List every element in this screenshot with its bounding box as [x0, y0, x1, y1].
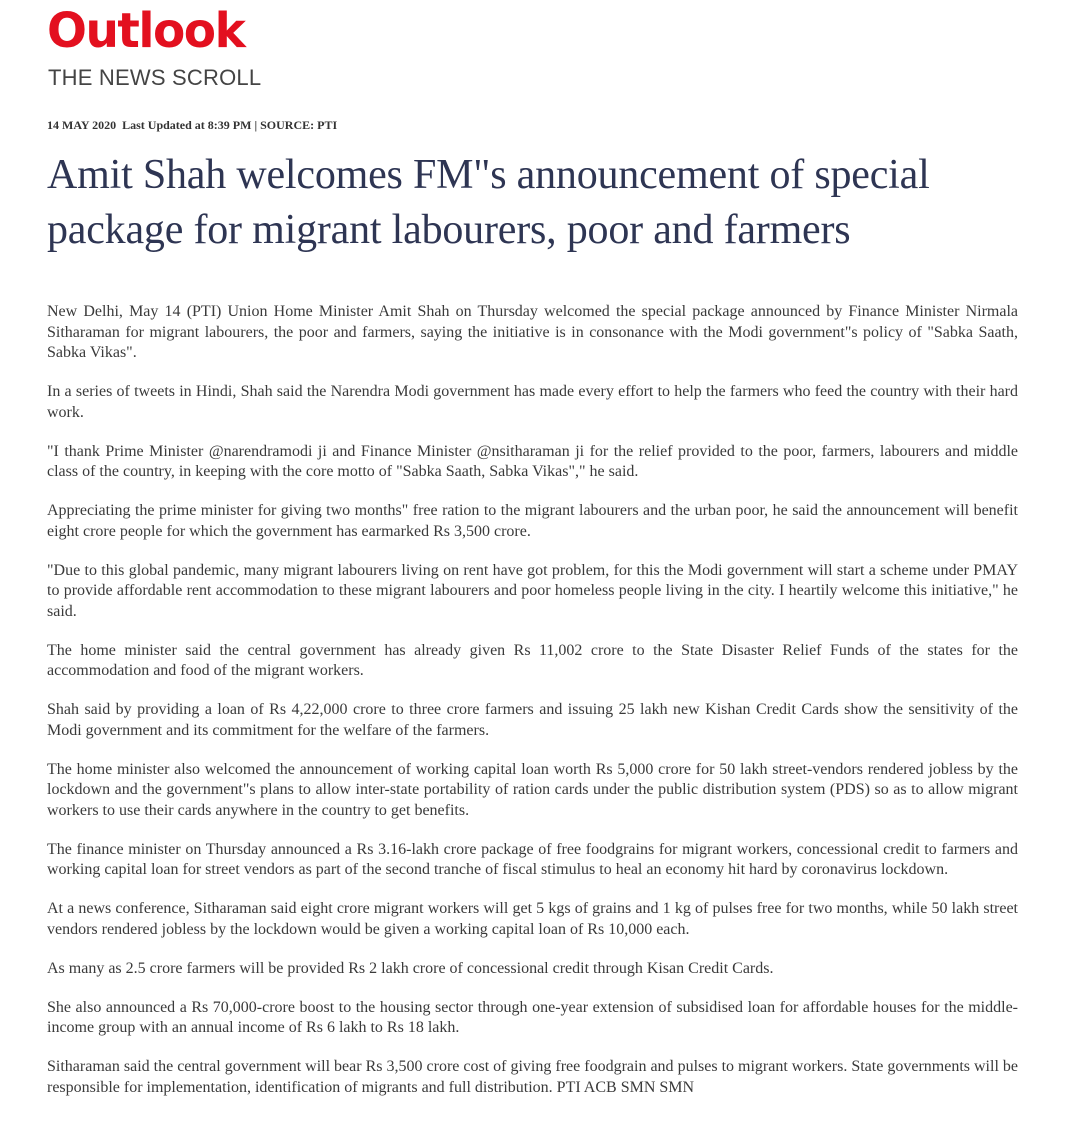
article-paragraph: "Due to this global pandemic, many migrant labourers living on rent have got problem, for this the Modi government will start a scheme under PMAY to provide affordable rent accommodation to these migrant labourers and poor homeless people living in the city. I heartily welcome this initiative," he said.	[47, 561, 1018, 620]
article-paragraph: In a series of tweets in Hindi, Shah said the Narendra Modi government has made every effort to help the farmers who feed the country with their hard work.	[47, 383, 1018, 421]
section-title[interactable]: THE NEWS SCROLL	[48, 65, 262, 90]
meta-separator: |	[254, 118, 258, 132]
article-paragraph: "I thank Prime Minister @narendramodi ji and Finance Minister @nsitharaman ji for the relief provided to the poor, farmers, labourers and middle class of the country, in keeping with the core motto of "Sabka Saath, Sabka Vikas"," he said.	[47, 442, 1018, 480]
publish-date: 14 MAY 2020	[47, 118, 117, 132]
article-paragraph: The finance minister on Thursday announced a Rs 3.16-lakh crore package of free foodgrains for migrant workers, concessional credit to farmers and working capital loan for street vendors as part of the second tranche of fiscal stimulus to heal an economy hit hard by coronavirus lockdown.	[47, 840, 1018, 878]
article-paragraph: The home minister also welcomed the announcement of working capital loan worth Rs 5,000 crore for 50 lakh street-vendors rendered jobless by the lockdown and the government"s plans to allow inter-state portability of ration cards under the public distribution system (PDS) so as to allow migrant workers to use their cards anywhere in the country to get benefits.	[47, 760, 1018, 819]
source-label: SOURCE: PTI	[260, 118, 338, 132]
article-paragraph: New Delhi, May 14 (PTI) Union Home Minister Amit Shah on Thursday welcomed the special package announced by Finance Minister Nirmala Sitharaman for migrant labourers, the poor and farmers, saying the initiative is in consonance with the Modi government"s policy of "Sabka Saath, Sabka Vikas".	[47, 303, 1018, 361]
article-body	[47, 302, 1018, 1117]
article-paragraph: At a news conference, Sitharaman said eight crore migrant workers will get 5 kgs of grains and 1 kg of pulses free for two months, while 50 lakh street vendors rendered jobless by the lockdown would be given a working capital loan of Rs 10,000 each.	[47, 900, 1018, 938]
headline: Amit Shah welcomes FM"s announcement of special package for migrant labourers, poor and farmers	[47, 152, 930, 253]
article-paragraph: The home minister said the central government has already given Rs 11,002 crore to the State Disaster Relief Funds of the states for the accommodation and food of the migrant workers.	[47, 641, 1018, 679]
article-paragraph: Shah said by providing a loan of Rs 4,22,000 crore to three crore farmers and issuing 25 lakh new Kishan Credit Cards show the sensitivity of the Modi government and its commitment for the welfare of the farmers.	[47, 701, 1018, 739]
article-paragraph: Sitharaman said the central government will bear Rs 3,500 crore cost of giving free foodgrain and pulses to migrant workers. State governments will be responsible for implementation, identification of migrants and full distribution. PTI ACB SMN SMN	[47, 1058, 1018, 1096]
outlook-logo[interactable]: Outlook	[47, 2, 245, 60]
article-paragraph: She also announced a Rs 70,000-crore boost to the housing sector through one-year extension of subsidised loan for affordable houses for the middle-income group with an annual income of Rs 6 lakh to Rs 18 lakh.	[47, 998, 1018, 1036]
article-paragraph: As many as 2.5 crore farmers will be provided Rs 2 lakh crore of concessional credit through Kisan Credit Cards.	[47, 959, 774, 977]
article-meta	[47, 117, 337, 133]
last-updated: Last Updated at 8:39 PM	[122, 118, 252, 132]
article-paragraph: Appreciating the prime minister for giving two months" free ration to the migrant labourers and the urban poor, he said the announcement will benefit eight crore people for which the government has earmarked Rs 3,500 crore.	[47, 502, 1018, 540]
